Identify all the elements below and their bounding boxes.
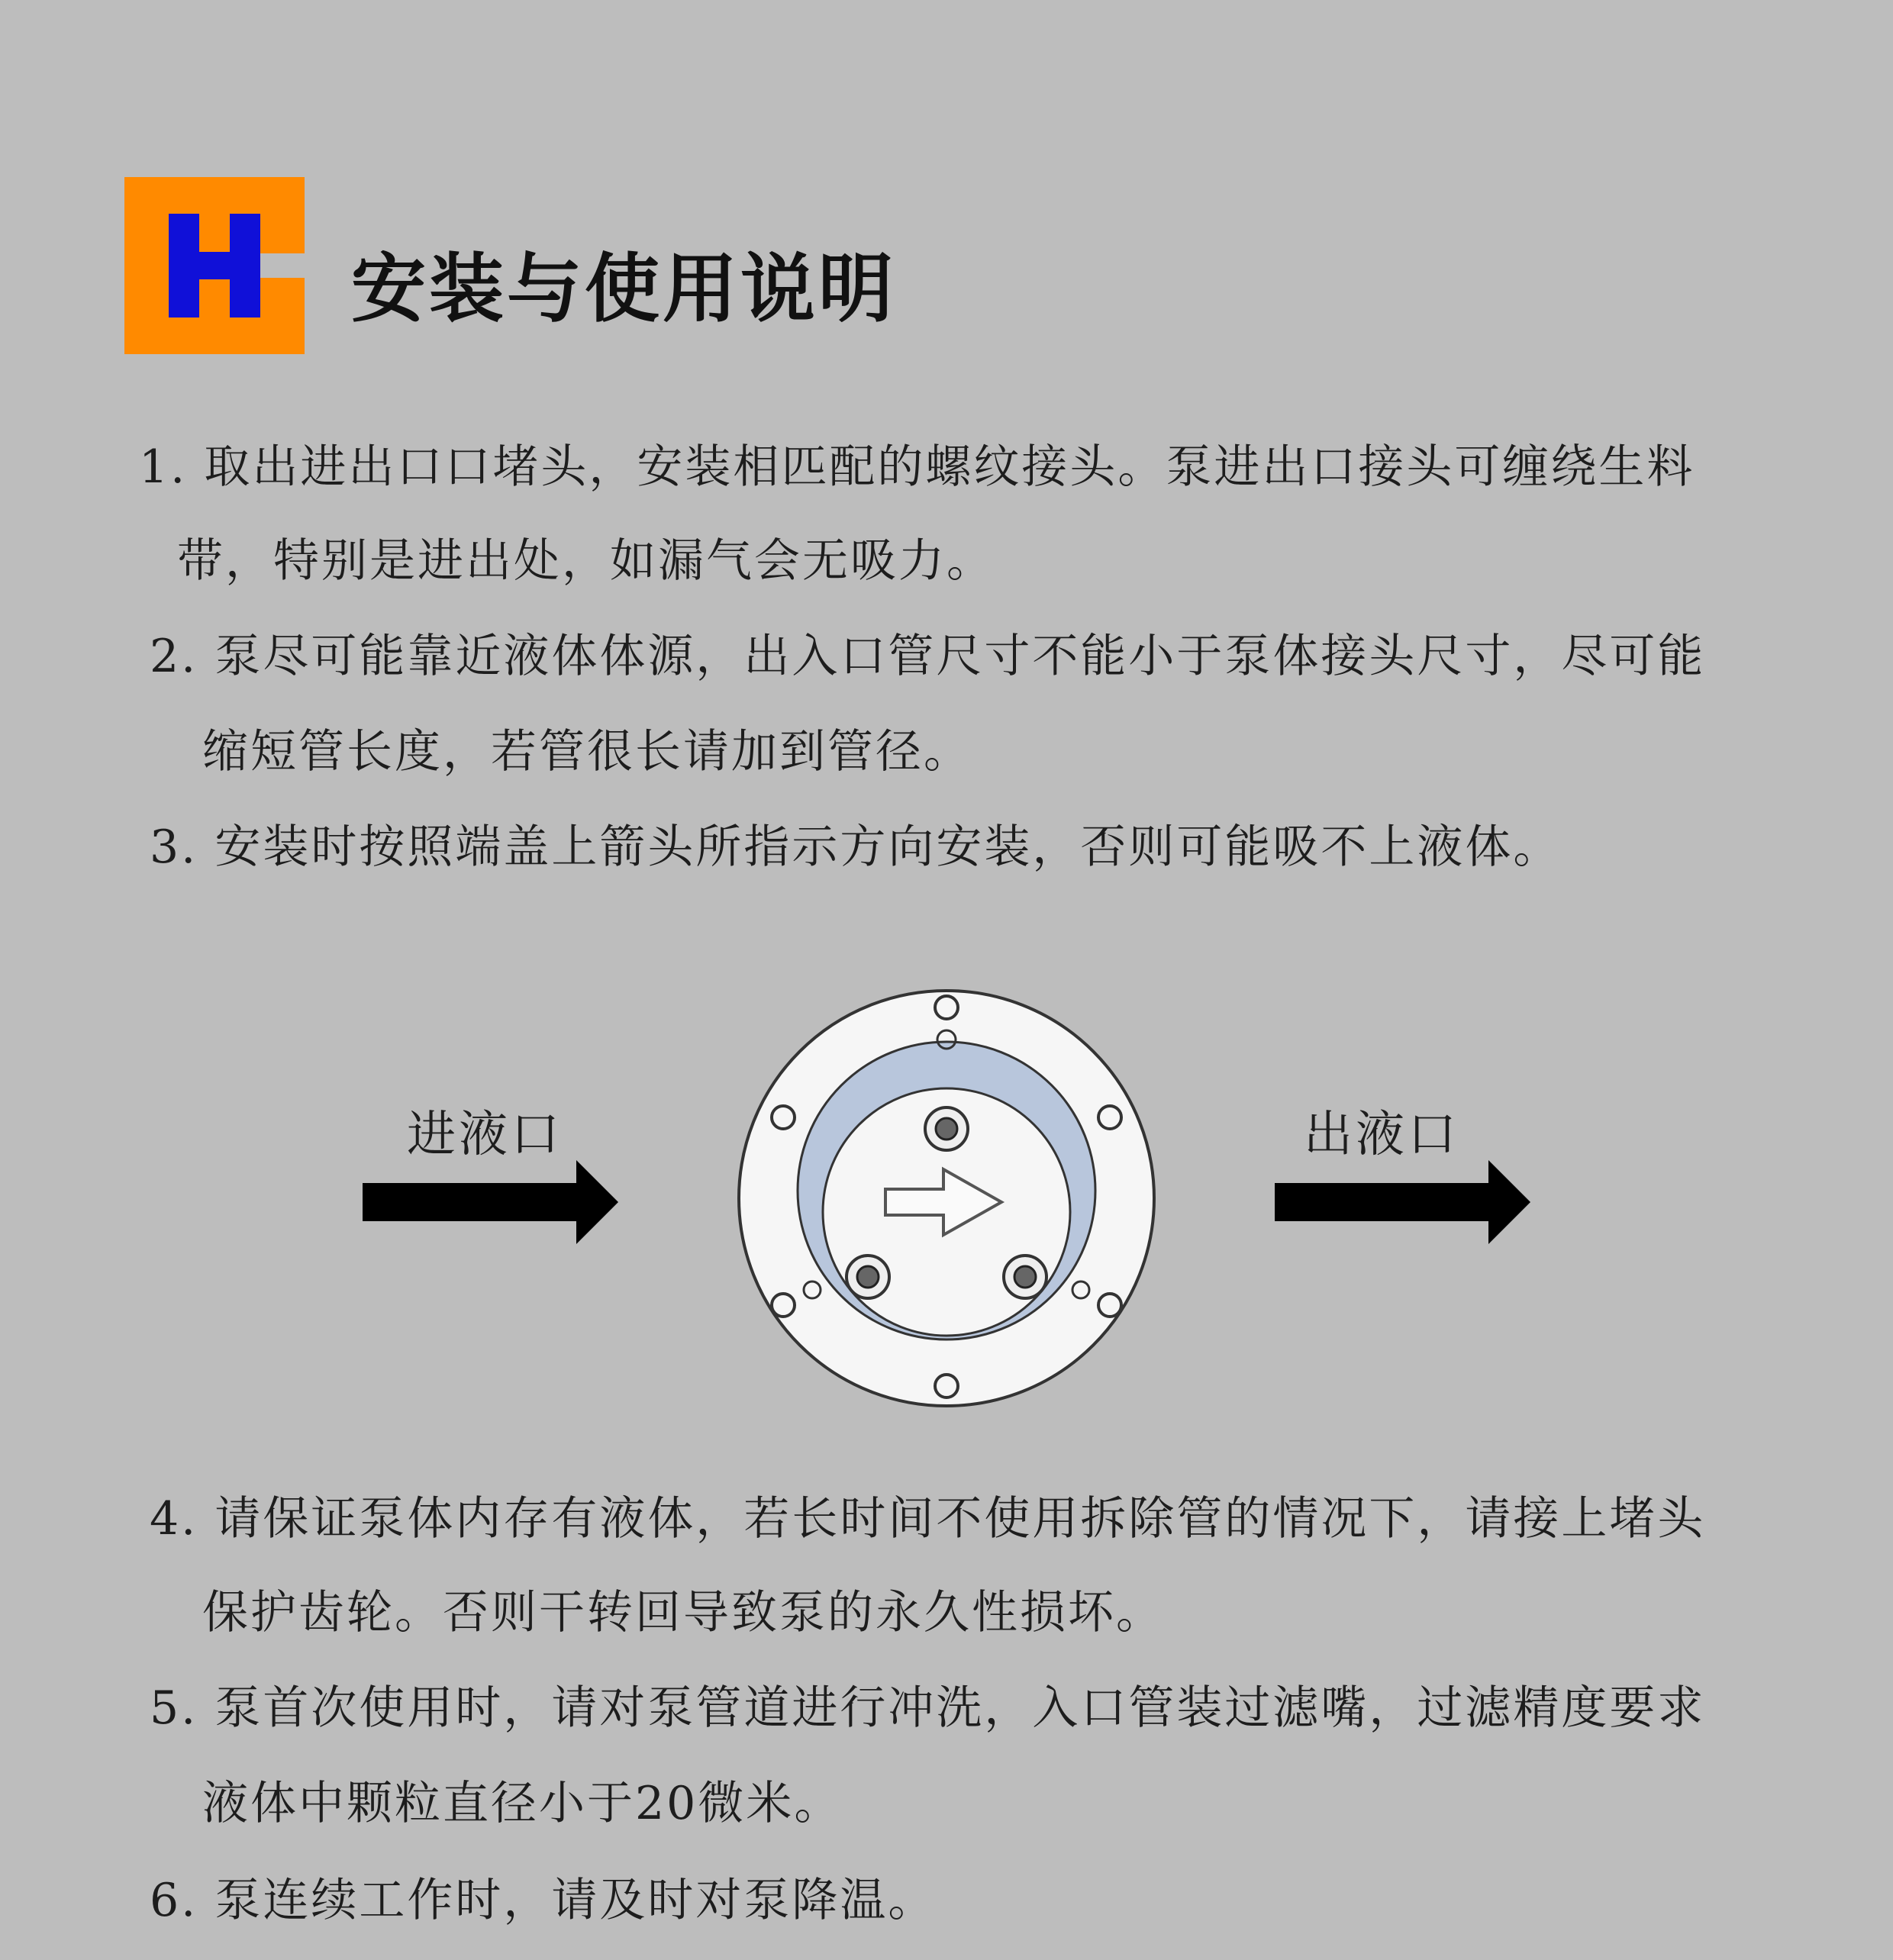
instruction-1-line-2: 带，特别是进出处，如漏气会无吸力。 xyxy=(177,534,995,588)
outlet-arrow-icon xyxy=(1275,1160,1534,1244)
brand-logo xyxy=(124,177,305,354)
instruction-4-line-2: 保护齿轮。否则干转回导致泵的永久性损坏。 xyxy=(202,1586,1164,1639)
pump-end-cover-icon xyxy=(733,985,1160,1412)
instruction-1-line-1: 1. 取出进出口口堵头，安装相匹配的螺纹接头。泵进出口接头可缠绕生料 xyxy=(139,440,1695,494)
inlet-arrow-icon xyxy=(363,1160,622,1244)
inlet-label: 进液口 xyxy=(407,1107,563,1163)
instruction-6-line-1: 6. 泵连续工作时，请及时对泵降温。 xyxy=(150,1874,937,1927)
instruction-5-line-1: 5. 泵首次使用时，请对泵管道进行冲洗，入口管装过滤嘴，过滤精度要求 xyxy=(150,1681,1706,1735)
instruction-2-line-2: 缩短管长度，若管很长请加到管径。 xyxy=(202,725,972,779)
instruction-3-line-1: 3. 安装时按照端盖上箭头所指示方向安装，否则可能吸不上液体。 xyxy=(150,820,1562,874)
instruction-5-line-2: 液体中颗粒直径小于20微米。 xyxy=(202,1777,843,1830)
instruction-4-line-1: 4. 请保证泵体内存有液体，若长时间不使用拆除管的情况下，请接上堵头 xyxy=(150,1492,1706,1546)
page-title: 安装与使用说明 xyxy=(351,246,897,333)
pump-direction-diagram xyxy=(0,969,1893,1427)
outlet-label: 出液口 xyxy=(1304,1107,1459,1163)
instruction-2-line-1: 2. 泵尽可能靠近液体体源，出入口管尺寸不能小于泵体接头尺寸，尽可能 xyxy=(150,630,1706,683)
